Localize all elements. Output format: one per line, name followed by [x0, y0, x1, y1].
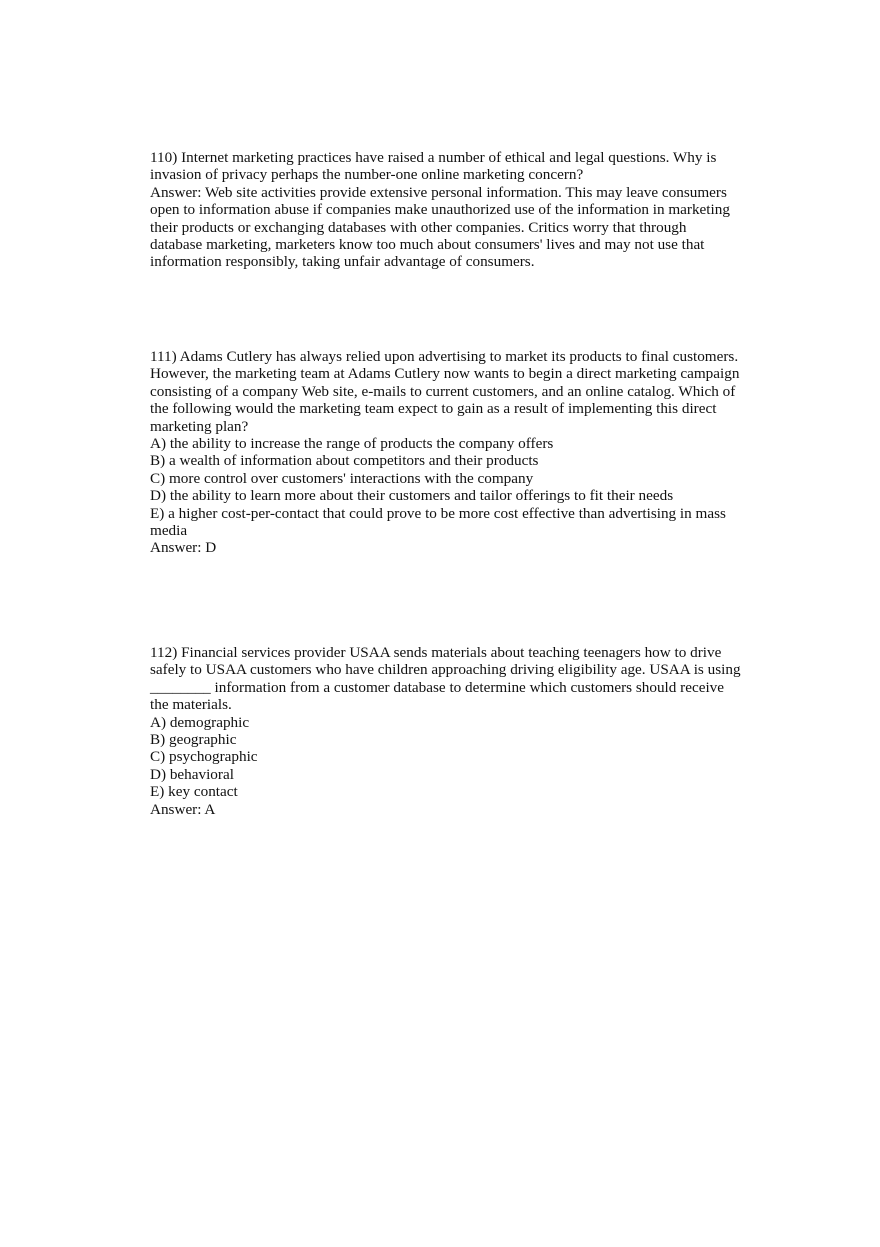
text-line: ________ information from a customer database to determine which customers should receive	[150, 678, 725, 696]
question-112	[150, 644, 750, 818]
text-line: However, the marketing team at Adams Cutlery now wants to begin a direct marketing campaign	[150, 365, 740, 383]
text-line: D) behavioral	[150, 765, 234, 783]
text-line: C) more control over customers' interactions with the company	[150, 469, 534, 487]
text-line: E) a higher cost-per-contact that could prove to be more cost effective than advertising in mass	[150, 504, 726, 522]
text-line: 111) Adams Cutlery has always relied upon advertising to market its products to final customers.	[150, 348, 739, 365]
text-line: C) psychographic	[150, 748, 258, 766]
text-line: consisting of a company Web site, e-mails to current customers, and an online catalog. Which of	[150, 382, 736, 400]
text-line: marketing plan?	[150, 417, 249, 435]
text-line: database marketing, marketers know too much about consumers' lives and may not use that	[150, 236, 705, 254]
question-110	[150, 149, 750, 271]
text-line: invasion of privacy perhaps the number-one online marketing concern?	[150, 166, 584, 184]
text-line: open to information abuse if companies make unauthorized use of the information in marketing	[150, 201, 730, 219]
text-line: 112) Financial services provider USAA sends materials about teaching teenagers how to drive	[150, 644, 722, 661]
text-line: D) the ability to learn more about their customers and tailor offerings to fit their needs	[150, 487, 674, 505]
text-line: B) a wealth of information about competitors and their products	[150, 452, 539, 470]
text-line: B) geographic	[150, 731, 237, 749]
text-line: their products or exchanging databases with other companies. Critics worry that through	[150, 218, 687, 236]
text-line: the following would the marketing team expect to gain as a result of implementing this direct	[150, 400, 717, 418]
text-line: safely to USAA customers who have children approaching driving eligibility age. USAA is using	[150, 661, 741, 679]
text-line: A) the ability to increase the range of products the company offers	[150, 435, 554, 453]
text-line: A) demographic	[150, 713, 250, 731]
text-line: Answer: A	[150, 800, 216, 818]
question-111	[150, 348, 750, 557]
text-line: information responsibly, taking unfair advantage of consumers.	[150, 253, 535, 271]
text-line: Answer: Web site activities provide extensive personal information. This may leave consumers	[150, 183, 727, 201]
text-line: media	[150, 522, 188, 540]
text-line: the materials.	[150, 696, 232, 714]
text-line: E) key contact	[150, 783, 238, 801]
text-line: 110) Internet marketing practices have raised a number of ethical and legal questions. Why is	[150, 149, 717, 166]
text-line: Answer: D	[150, 539, 217, 557]
